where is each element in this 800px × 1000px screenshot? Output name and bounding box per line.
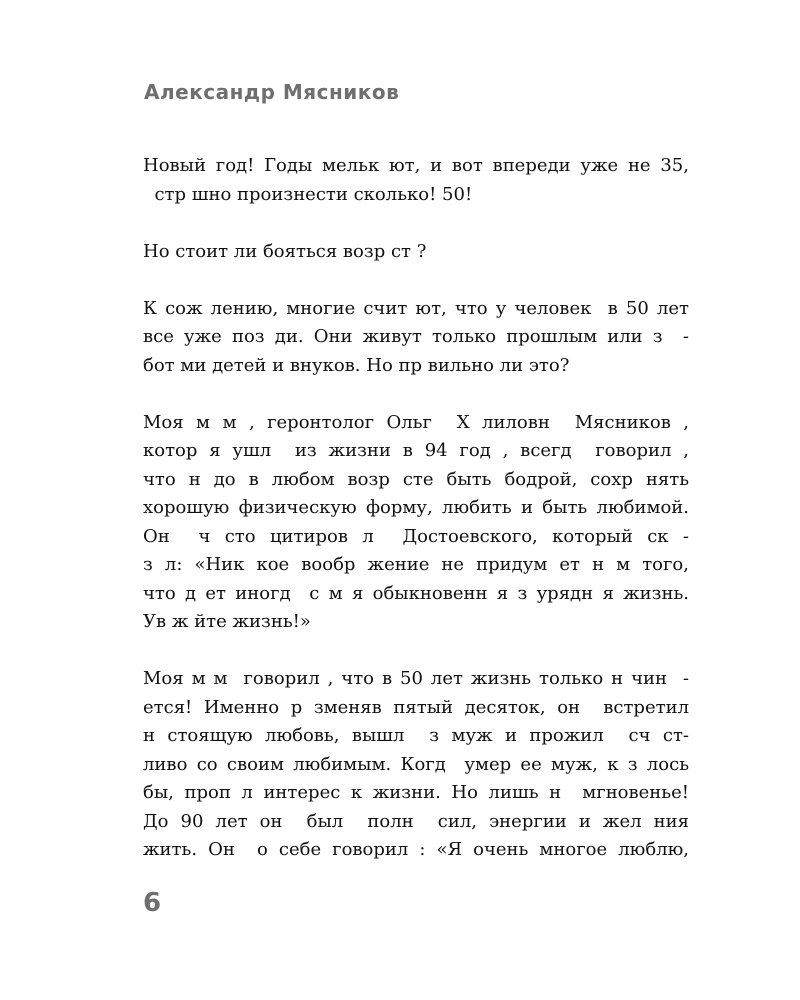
paragraph-gap bbox=[143, 209, 689, 238]
text-line: Моя м м , геронтолог Ольг Х лиловн Мясников , bbox=[143, 411, 689, 433]
text-line: стр шно произнести сколько! 50! bbox=[143, 183, 473, 205]
text-line: Новый год! Годы мельк ют, и вот впереди уже не 35, bbox=[143, 155, 689, 176]
text-line: жить. Он о себе говорил : «Я очень многое люблю, bbox=[143, 839, 689, 860]
text-line: з л: «Ник кое вообр жение не придум ет н м того, bbox=[143, 554, 689, 575]
paragraph-gap bbox=[143, 637, 689, 666]
paragraph-gap bbox=[143, 380, 689, 409]
paragraph-3 bbox=[143, 295, 689, 381]
text-line: К сож лению, многие счит ют, что у человек в 50 лет bbox=[143, 297, 689, 319]
text-line: Он ч сто цитиров л Достоевского, который ск - bbox=[143, 525, 689, 547]
paragraph-2 bbox=[143, 238, 689, 267]
paragraph-1 bbox=[143, 152, 689, 209]
text-line: До 90 лет он был полн сил, энергии и жел ния bbox=[143, 810, 689, 832]
text-line: Моя м м говорил , что в 50 лет жизнь только н чин - bbox=[143, 668, 689, 689]
paragraph-5 bbox=[143, 665, 689, 865]
text-line: Ув ж йте жизнь!» bbox=[143, 611, 311, 632]
page-number: 6 bbox=[143, 888, 162, 918]
text-line: все уже поз ди. Они живут только прошлым или з - bbox=[143, 326, 689, 347]
text-line: котор я ушл из жизни в 94 год , всегд говорил , bbox=[143, 440, 689, 461]
text-line: Но стоит ли бояться возр ст ? bbox=[143, 240, 427, 262]
body-text bbox=[143, 152, 689, 865]
text-line: бот ми детей и внуков. Но пр вильно ли это? bbox=[143, 354, 570, 376]
text-line: что д ет иногд с м я обыкновенн я з урядн я жизнь. bbox=[143, 582, 689, 604]
text-line: ется! Именно р зменяв пятый десяток, он встретил bbox=[143, 696, 689, 718]
text-line: ливо со своим любимым. Когд умер ее муж, к з лось bbox=[143, 753, 689, 775]
text-line: бы, проп л интерес к жизни. Но лишь н мгновенье! bbox=[143, 782, 689, 803]
running-header: Александр Мясников bbox=[144, 80, 400, 104]
text-line: н стоящую любовь, вышл з муж и прожил сч ст- bbox=[143, 725, 689, 746]
paragraph-gap bbox=[143, 266, 689, 295]
paragraph-4 bbox=[143, 409, 689, 637]
text-line: что н до в любом возр сте быть бодрой, сохр нять bbox=[143, 468, 689, 490]
text-line: хорошую физическую форму, любить и быть любимой. bbox=[143, 497, 689, 518]
